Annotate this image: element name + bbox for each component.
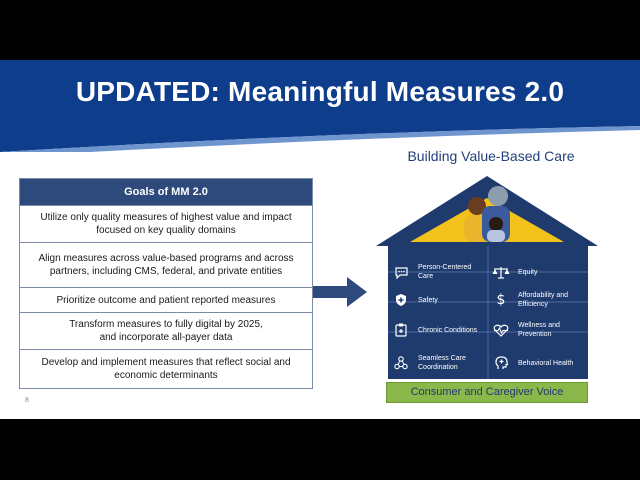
slide bbox=[0, 60, 640, 419]
domain-affordability bbox=[490, 285, 588, 315]
domain-label: Wellness and Prevention bbox=[518, 322, 560, 338]
domain-label: Seamless Care Coordination bbox=[418, 355, 466, 371]
chat-bubble-icon bbox=[390, 266, 412, 279]
goal-row: Transform measures to fully digital by 2025, and incorporate all-payer data bbox=[20, 312, 312, 349]
domain-label: Equity bbox=[518, 268, 538, 276]
domain-behavioral-health bbox=[490, 345, 588, 381]
domain-label: Safety bbox=[418, 296, 438, 304]
network-icon bbox=[390, 356, 412, 370]
domain-equity bbox=[490, 259, 588, 285]
consumer-caregiver-voice-bar: Consumer and Caregiver Voice bbox=[386, 382, 588, 403]
dollar-icon: $ bbox=[496, 292, 506, 308]
slide-title: UPDATED: Meaningful Measures 2.0 bbox=[75, 76, 565, 107]
goal-row: Align measures across value-based programs and across partners, including CMS, federal, and private entities bbox=[20, 242, 312, 287]
heart-pulse-icon bbox=[490, 324, 512, 337]
domain-label: Affordability and Efficiency bbox=[518, 292, 569, 308]
goal-row: Develop and implement measures that reflect social and economic determinants bbox=[20, 349, 312, 388]
clipboard-icon bbox=[390, 323, 412, 337]
house-title: Building Value-Based Care bbox=[407, 148, 575, 164]
domain-label: Person-Centered Care bbox=[418, 264, 472, 280]
goals-table-header: Goals of MM 2.0 bbox=[20, 179, 312, 205]
scales-icon bbox=[490, 266, 512, 279]
quality-domains-grid bbox=[388, 259, 588, 383]
domain-safety bbox=[390, 285, 486, 315]
domain-chronic-conditions bbox=[390, 315, 486, 345]
domain-label: Chronic Conditions bbox=[418, 326, 478, 334]
goal-row: Prioritize outcome and patient reported measures bbox=[20, 287, 312, 312]
domain-seamless-care-coordination bbox=[390, 345, 486, 381]
shield-plus-icon bbox=[390, 293, 412, 307]
domain-person-centered-care bbox=[390, 259, 486, 285]
domain-label: Behavioral Health bbox=[518, 359, 574, 367]
head-icon bbox=[490, 356, 512, 370]
domain-wellness-prevention bbox=[490, 315, 588, 345]
page-number: 8 bbox=[25, 397, 29, 404]
goals-table bbox=[19, 178, 313, 389]
right-arrow-icon bbox=[313, 277, 367, 307]
goal-row: Utilize only quality measures of highest value and impact focused on key quality domains bbox=[20, 205, 312, 242]
